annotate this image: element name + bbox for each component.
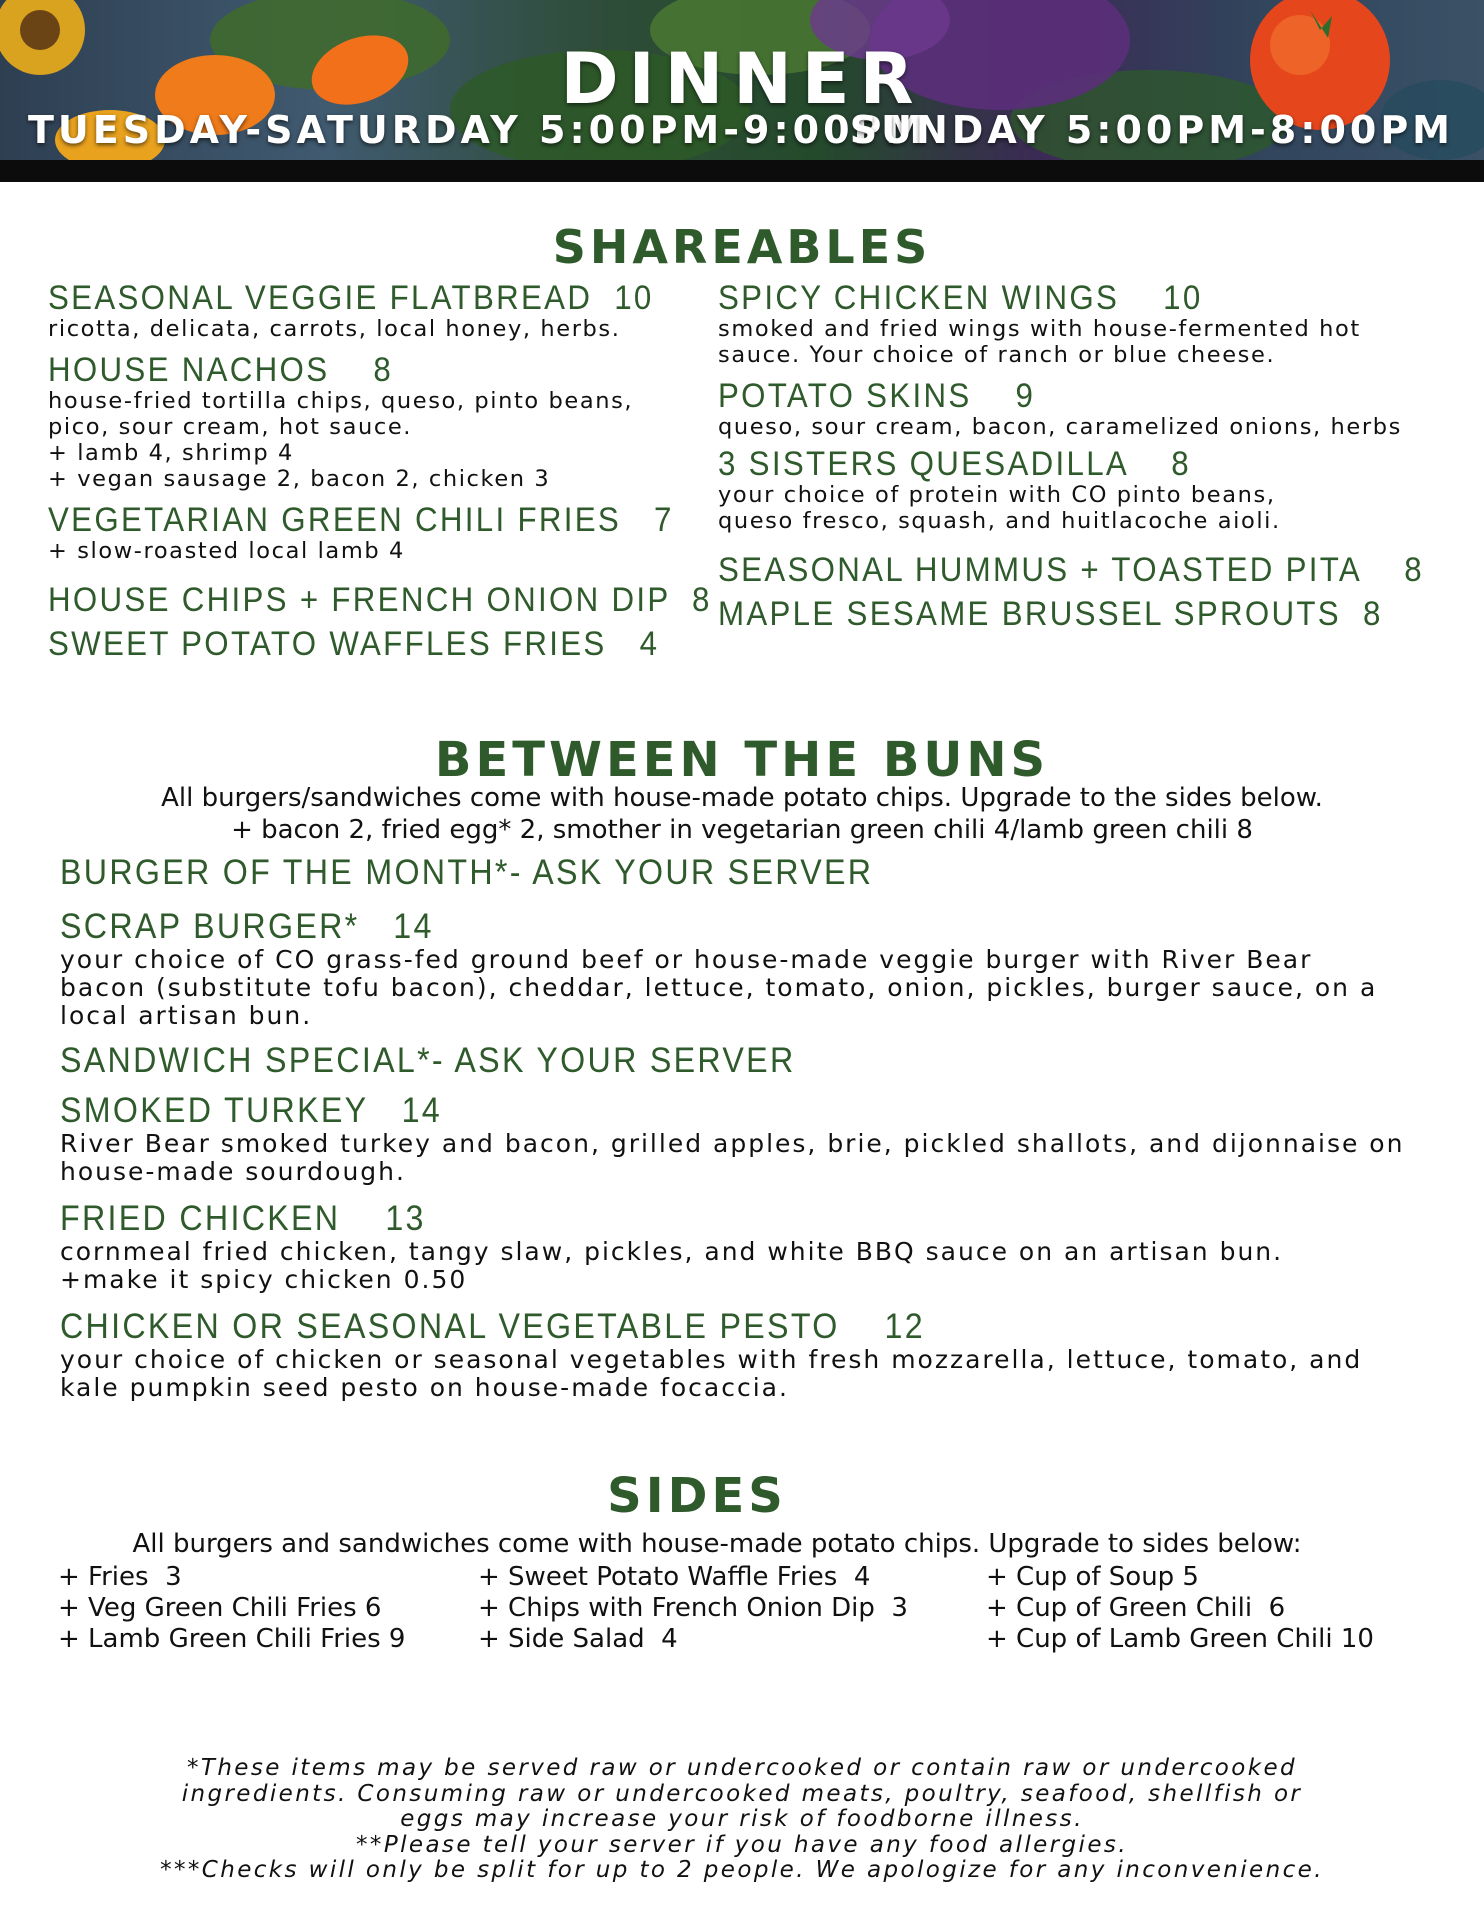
item-name: HOUSE NACHOS 8 (48, 351, 394, 389)
menu-item (60, 1308, 1460, 1402)
item-description: your choice of CO grass-fed ground beef or house-made veggie burger with River Bear bacon (substitute tofu bacon), cheddar, lettuce, tomato, onion, pickles, burger sauce, on a local artisan bun. (60, 945, 1378, 1030)
menu-item (718, 552, 1448, 588)
item-name: SEASONAL VEGGIE FLATBREAD 10 (48, 279, 654, 317)
menu-item (718, 280, 1448, 368)
header-divider (0, 160, 1484, 182)
item-description: your choice of protein with CO pinto beans, queso fresco, squash, and huitlacoche aioli. (718, 482, 1281, 534)
item-description: River Bear smoked turkey and bacon, grilled apples, brie, pickled shallots, and dijonnaise on house-made sourdough. (60, 1129, 1405, 1186)
sides-column-2 (478, 1562, 908, 1655)
sides-intro: All burgers and sandwiches come with house-made potato chips. Upgrade to sides below: (132, 1529, 1302, 1559)
item-description: house-fried tortilla chips, queso, pinto beans, pico, sour cream, hot sauce. + lamb 4, shrimp 4 + vegan sausage 2, bacon 2, chicken 3 (48, 388, 634, 492)
item-description: your choice of chicken or seasonal vegetables with fresh mozzarella, lettuce, tomato, and kale pumpkin seed pesto on house-made focaccia. (60, 1345, 1363, 1402)
item-name: MAPLE SESAME BRUSSEL SPROUTS 8 (718, 595, 1383, 633)
footnote-line: **Please tell your server if you have any food allergies. (356, 1831, 1128, 1858)
menu-item (48, 581, 712, 619)
item-name: FRIED CHICKEN 13 (60, 1199, 426, 1238)
side-item: + Cup of Soup 5 (986, 1562, 1199, 1592)
side-item: + Cup of Green Chili 6 (986, 1593, 1286, 1623)
item-name: SWEET POTATO WAFFLES FRIES 4 (48, 625, 660, 663)
menu-item (718, 378, 1448, 440)
menu-item (60, 1092, 1460, 1186)
item-name: HOUSE CHIPS + FRENCH ONION DIP 8 (48, 581, 712, 619)
item-name: BURGER OF THE MONTH*- ASK YOUR SERVER (60, 853, 874, 892)
item-name: SEASONAL HUMMUS + TOASTED PITA 8 (718, 551, 1424, 589)
buns-intro: All burgers/sandwiches come with house-made potato chips. Upgrade to the sides below. (161, 783, 1323, 813)
menu-item (718, 446, 1448, 534)
sides-column-3 (986, 1562, 1374, 1655)
sides-title: SIDES (607, 1468, 787, 1524)
hours-weekday: TUESDAY-SATURDAY 5:00PM-9:00PM (28, 108, 928, 152)
item-description: smoked and fried wings with house-fermented hot sauce. Your choice of ranch or blue cheese. (718, 316, 1361, 368)
menu-item (48, 280, 708, 342)
item-name: POTATO SKINS 9 (718, 377, 1036, 415)
side-item: + Chips with French Onion Dip 3 (478, 1593, 908, 1623)
buns-addons: + bacon 2, fried egg* 2, smother in vegetarian green chili 4/lamb green chili 8 (231, 815, 1253, 845)
shareables-title: SHAREABLES (552, 220, 932, 274)
sides-column-1 (58, 1562, 405, 1655)
shareables-right-column (718, 280, 1448, 632)
menu-item (48, 502, 708, 564)
menu-item (60, 854, 1460, 892)
item-name: SMOKED TURKEY 14 (60, 1091, 443, 1130)
menu-item (60, 1200, 1460, 1294)
menu-item (60, 1042, 1460, 1080)
footnotes (0, 1756, 1484, 1884)
item-name: SCRAP BURGER* 14 (60, 907, 434, 946)
footnote-line: ingredients. Consuming raw or undercooked meats, poultry, seafood, shellfish or (181, 1780, 1303, 1807)
footnote-line: ***Checks will only be split for up to 2 people. We apologize for any inconvenience. (160, 1857, 1324, 1883)
buns-title: BETWEEN THE BUNS (434, 732, 1050, 788)
item-description: ricotta, delicata, carrots, local honey, herbs. (48, 316, 621, 342)
shareables-left-column (48, 279, 712, 663)
menu-item (48, 352, 708, 492)
side-item: + Veg Green Chili Fries 6 (58, 1593, 382, 1623)
menu-item (48, 626, 708, 662)
footnote-line: eggs may increase your risk of foodborne illness. (400, 1806, 1084, 1832)
hours-sunday: SUNDAY 5:00PM-8:00PM (849, 108, 1454, 152)
menu-item (60, 908, 1460, 1030)
side-item: + Side Salad 4 (478, 1624, 678, 1654)
side-item: + Sweet Potato Waffle Fries 4 (478, 1562, 871, 1592)
item-name: SPICY CHICKEN WINGS 10 (718, 279, 1203, 317)
footnote-line: *These items may be served raw or undercooked or contain raw or undercooked (186, 1755, 1298, 1781)
item-name: VEGETARIAN GREEN CHILI FRIES 7 (48, 501, 674, 539)
item-name: CHICKEN OR SEASONAL VEGETABLE PESTO 12 (60, 1307, 925, 1346)
item-description: queso, sour cream, bacon, caramelized onions, herbs (718, 414, 1402, 440)
side-item: + Cup of Lamb Green Chili 10 (986, 1624, 1374, 1654)
item-name: SANDWICH SPECIAL*- ASK YOUR SERVER (60, 1041, 796, 1080)
side-item: + Lamb Green Chili Fries 9 (58, 1624, 406, 1654)
side-item: + Fries 3 (58, 1562, 182, 1592)
item-name: 3 SISTERS QUESADILLA 8 (718, 445, 1192, 483)
buns-items (60, 854, 1460, 1402)
menu-item (718, 596, 1448, 632)
item-description: + slow-roasted local lamb 4 (48, 538, 405, 564)
menu-title: DINNER (560, 38, 924, 120)
item-description: cornmeal fried chicken, tangy slaw, pickles, and white BBQ sauce on an artisan bun. +make it spicy chicken 0.50 (60, 1237, 1284, 1294)
